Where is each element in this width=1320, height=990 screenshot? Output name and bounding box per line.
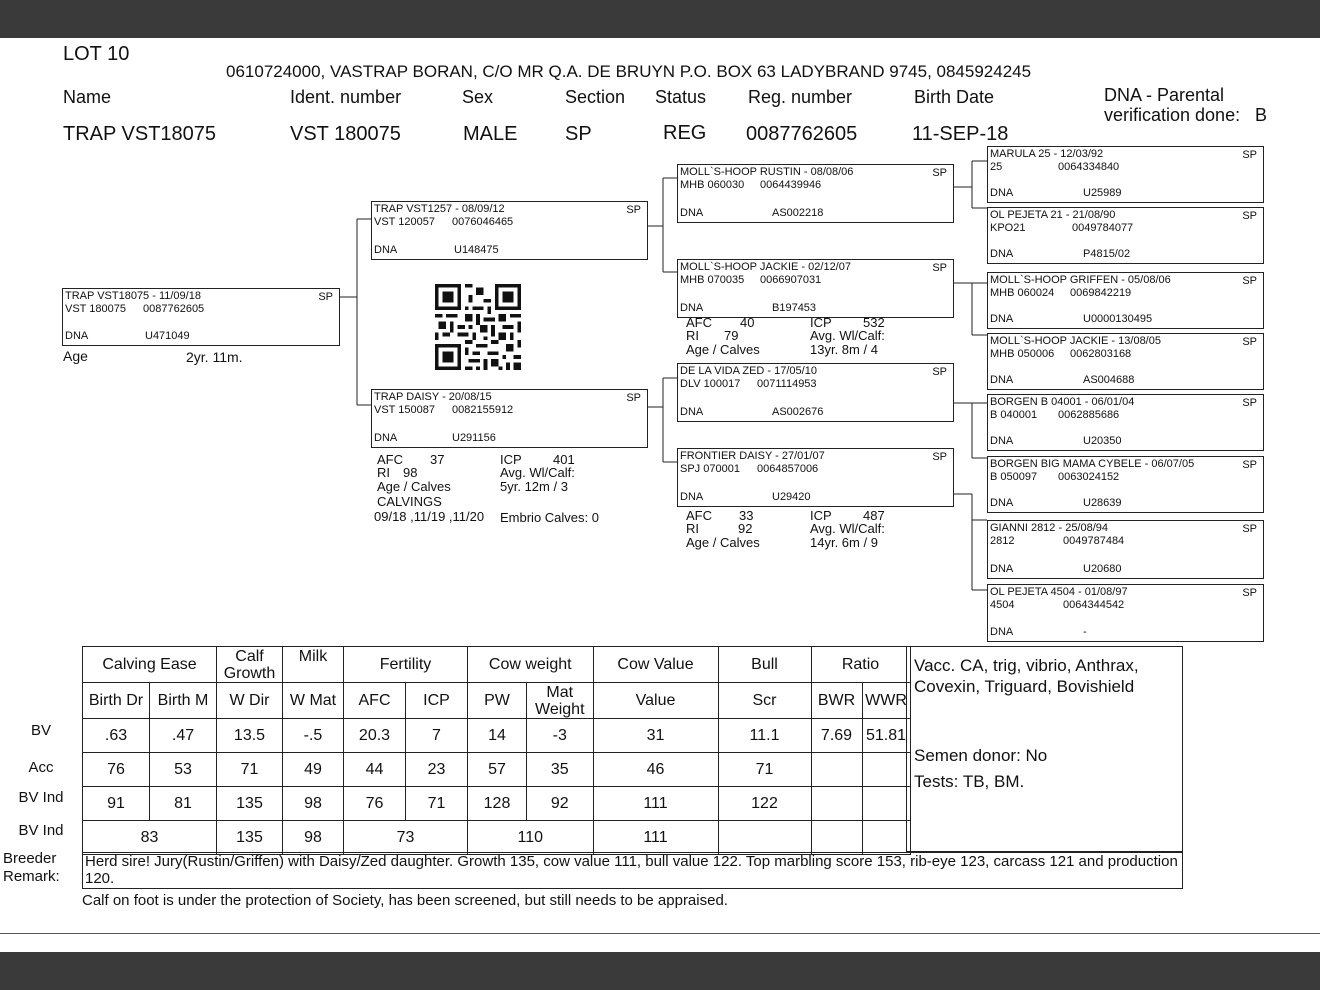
acc-cell: 57 — [468, 753, 527, 787]
g3-reg: 0062885686 — [1058, 409, 1120, 421]
bvind2-cell — [718, 821, 811, 855]
table-row — [83, 719, 911, 753]
g3-id: B 040001 — [990, 409, 1038, 421]
group-bull: Bull — [718, 647, 811, 683]
sd-section: SP — [932, 262, 947, 274]
bv-cell: 20.3 — [344, 719, 406, 753]
dd-afc: 33 — [739, 508, 754, 523]
g3-id: MHB 050006 — [990, 348, 1055, 360]
sd-id: MHB 070035 — [680, 274, 745, 286]
sub-scr: Scr — [718, 683, 811, 719]
dd-dna-label: DNA — [680, 491, 704, 503]
g3-dna-label: DNA — [990, 626, 1014, 638]
sd-dna: B197453 — [772, 302, 817, 314]
bv-cell: 11.1 — [718, 719, 811, 753]
header-status: Status — [655, 87, 707, 107]
subject-dna: U471049 — [145, 330, 190, 342]
age-label: Age — [63, 348, 88, 364]
g3-id: 25 — [990, 161, 1003, 173]
bv-table — [82, 646, 911, 855]
tests-text: Tests: TB, BM. — [914, 772, 1025, 791]
acc-cell: 23 — [406, 753, 468, 787]
dam-reg: 0082155912 — [452, 404, 514, 416]
footer-note: Calf on foot is under the protection of Society, has been screened, but still needs to be appraised. — [82, 892, 728, 909]
g3-reg: 0049787484 — [1063, 535, 1125, 547]
health-panel — [906, 646, 1183, 852]
bvind2-cell: 110 — [468, 821, 594, 855]
sub-wwr: WWR — [862, 683, 910, 719]
header-birth: Birth Date — [914, 87, 995, 107]
dd-ri-label: RI — [686, 521, 699, 536]
g3-id: MHB 060024 — [990, 287, 1055, 299]
pedigree-g3-2 — [987, 207, 1264, 264]
breeder-remark: Herd sire! Jury(Rustin/Griffen) with Daisy/Zed daughter. Growth 135, cow value 111, bull value 122. Top marbling score 153, rib-eye 123, carcass 121 and production 120. — [82, 852, 1183, 889]
g3-section: SP — [1242, 459, 1257, 471]
g3-reg: 0049784077 — [1072, 222, 1134, 234]
subject-dna-label: DNA — [65, 330, 89, 342]
bvind-cell: 98 — [283, 787, 344, 821]
bvind-cell — [862, 787, 910, 821]
sub-mat-weight: Mat Weight — [527, 683, 594, 719]
g3-dna-label: DNA — [990, 435, 1014, 447]
bvind-cell: 111 — [593, 787, 718, 821]
bvind2-cell: 111 — [593, 821, 718, 855]
header-section: Section — [565, 87, 626, 107]
subject-title: TRAP VST18075 - 11/09/18 — [65, 290, 201, 302]
pedigree-g3-3 — [987, 272, 1264, 329]
bv-cell: 7 — [406, 719, 468, 753]
g3-title: GIANNI 2812 - 25/08/94 — [990, 522, 1109, 534]
g3-dna-label: DNA — [990, 248, 1014, 260]
bv-cell: 13.5 — [217, 719, 283, 753]
sd-avg-label: Avg. Wl/Calf: — [810, 328, 885, 343]
acc-cell: 71 — [718, 753, 811, 787]
ds-reg: 0071114953 — [757, 378, 817, 390]
animal-status: REG — [663, 122, 707, 144]
g3-dna: - — [1083, 626, 1087, 638]
bvind-cell: 81 — [150, 787, 217, 821]
pedigree-sire-dam — [677, 259, 954, 318]
header-ident: Ident. number — [290, 87, 402, 107]
dam-age-calves: 5yr. 12m / 3 — [500, 479, 568, 494]
ss-reg: 0064439946 — [760, 179, 822, 191]
acc-cell — [862, 753, 910, 787]
g3-dna: U20680 — [1083, 563, 1122, 575]
sd-afc: 40 — [740, 315, 755, 330]
bvind-cell — [811, 787, 862, 821]
sub-afc: AFC — [344, 683, 406, 719]
g3-section: SP — [1242, 336, 1257, 348]
dd-ri: 92 — [738, 521, 753, 536]
g3-dna: P4815/02 — [1083, 248, 1131, 260]
g3-section: SP — [1242, 210, 1257, 222]
sub-icp: ICP — [406, 683, 468, 719]
subject-section: SP — [318, 291, 333, 303]
subject-reg: 0087762605 — [143, 303, 205, 315]
g3-dna-label: DNA — [990, 497, 1014, 509]
g3-dna: U28639 — [1083, 497, 1122, 509]
bv-cell: 51.81 — [862, 719, 910, 753]
group-fertility: Fertility — [344, 647, 468, 683]
ss-title: MOLL`S-HOOP RUSTIN - 08/08/06 — [680, 166, 854, 178]
bv-cell: 7.69 — [811, 719, 862, 753]
sd-age-calves: 13yr. 8m / 4 — [810, 342, 878, 357]
dam-age-calves-label: Age / Calves — [377, 479, 451, 494]
dam-icp: 401 — [553, 452, 575, 467]
g3-title: BORGEN BIG MAMA CYBELE - 06/07/05 — [990, 458, 1195, 470]
animal-name: TRAP VST18075 — [63, 123, 217, 145]
table-row — [83, 753, 911, 787]
g3-section: SP — [1242, 587, 1257, 599]
g3-reg: 0063024152 — [1058, 471, 1120, 483]
group-ratio: Ratio — [811, 647, 910, 683]
acc-cell: 44 — [344, 753, 406, 787]
dam-icp-label: ICP — [500, 452, 522, 467]
lot-number: LOT 10 — [63, 43, 130, 65]
ds-id: DLV 100017 — [680, 378, 741, 390]
pedigree-sire — [371, 201, 648, 260]
g3-section: SP — [1242, 397, 1257, 409]
g3-section: SP — [1242, 523, 1257, 535]
dam-avg-label: Avg. Wl/Calf: — [500, 465, 575, 480]
dd-id: SPJ 070001 — [680, 463, 740, 475]
ss-id: MHB 060030 — [680, 179, 745, 191]
dd-icp: 487 — [863, 508, 885, 523]
g3-section: SP — [1242, 275, 1257, 287]
g3-section: SP — [1242, 149, 1257, 161]
sire-id: VST 120057 — [374, 216, 435, 228]
bvind2-cell: 135 — [217, 821, 283, 855]
bv-cell: -3 — [527, 719, 594, 753]
dam-section: SP — [626, 392, 641, 404]
pedigree-g3-8 — [987, 584, 1264, 642]
dd-section: SP — [932, 451, 947, 463]
animal-birth: 11-SEP-18 — [912, 123, 1009, 145]
sub-pw: PW — [468, 683, 527, 719]
header-dna-1: DNA - Parental — [1104, 85, 1225, 105]
dam-stats — [374, 452, 647, 528]
sub-w-mat: W Mat — [283, 683, 344, 719]
g3-title: BORGEN B 04001 - 06/01/04 — [990, 396, 1135, 408]
g3-dna-label: DNA — [990, 313, 1014, 325]
g3-reg: 0064344542 — [1063, 599, 1125, 611]
bvind-cell: 91 — [83, 787, 150, 821]
acc-cell — [811, 753, 862, 787]
group-calving-ease: Calving Ease — [83, 647, 217, 683]
ss-dna: AS002218 — [772, 207, 824, 219]
acc-cell: 71 — [217, 753, 283, 787]
g3-reg: 0062803168 — [1070, 348, 1132, 360]
bvind2-cell: 98 — [283, 821, 344, 855]
group-cow-value: Cow Value — [593, 647, 718, 683]
dna-done-value: B — [1255, 105, 1268, 125]
group-calf-growth: Calf Growth — [217, 647, 283, 683]
dd-age-calves-label: Age / Calves — [686, 535, 760, 550]
qr-code-icon — [432, 284, 524, 370]
pedigree-dam-dam — [677, 448, 954, 507]
ds-section: SP — [932, 366, 947, 378]
g3-title: OL PEJETA 21 - 21/08/90 — [990, 209, 1116, 221]
dd-afc-label: AFC — [686, 508, 712, 523]
semen-donor-text: Semen donor: No — [914, 746, 1048, 765]
bv-cell: .63 — [83, 719, 150, 753]
g3-dna: U0000130495 — [1083, 313, 1153, 325]
g3-dna-label: DNA — [990, 187, 1014, 199]
g3-title: MOLL`S-HOOP JACKIE - 13/08/05 — [990, 335, 1161, 347]
pedigree-g3-7 — [987, 520, 1264, 579]
sub-birth-dr: Birth Dr — [83, 683, 150, 719]
ds-title: DE LA VIDA ZED - 17/05/10 — [680, 365, 817, 377]
sd-stats — [686, 316, 946, 360]
g3-title: MOLL`S-HOOP GRIFFEN - 05/08/06 — [990, 274, 1171, 286]
dam-calvings-label: CALVINGS — [377, 494, 442, 509]
sd-title: MOLL`S-HOOP JACKIE - 02/12/07 — [680, 261, 851, 273]
bvind2-cell — [811, 821, 862, 855]
sd-icp: 532 — [863, 315, 885, 330]
dd-reg: 0064857006 — [757, 463, 819, 475]
acc-cell: 53 — [150, 753, 217, 787]
row-label-bv: BV — [30, 722, 51, 739]
age-value: 2yr. 11m. — [186, 349, 243, 365]
g3-dna-label: DNA — [990, 374, 1014, 386]
dam-title: TRAP DAISY - 20/08/15 — [374, 391, 492, 403]
sub-bwr: BWR — [811, 683, 862, 719]
g3-dna: U20350 — [1083, 435, 1122, 447]
breeder-info: 0610724000, VASTRAP BORAN, C/O MR Q.A. DE BRUYN P.O. BOX 63 LADYBRAND 9745, 0845924245 — [226, 62, 1032, 81]
dam-dna-label: DNA — [374, 432, 398, 444]
sire-reg: 0076046465 — [452, 216, 514, 228]
g3-id: KPO21 — [990, 222, 1026, 234]
bv-cell: 14 — [468, 719, 527, 753]
dd-title: FRONTIER DAISY - 27/01/07 — [680, 450, 825, 462]
sd-age-calves-label: Age / Calves — [686, 342, 760, 357]
animal-reg: 0087762605 — [746, 123, 858, 145]
remark-label-2: Remark: — [3, 868, 60, 885]
vaccination-text: Vacc. CA, trig, vibrio, Anthrax, Covexin, Triguard, Bovishield — [914, 656, 1139, 696]
g3-id: B 050097 — [990, 471, 1038, 483]
pedigree-g3-6 — [987, 456, 1264, 513]
dam-ri-label: RI — [377, 465, 390, 480]
bvind-cell: 71 — [406, 787, 468, 821]
pedigree-g3-1 — [987, 146, 1264, 203]
header-name: Name — [63, 87, 112, 107]
g3-title: MARULA 25 - 12/03/92 — [990, 148, 1104, 160]
sire-dna: U148475 — [454, 244, 499, 256]
ds-dna: AS002676 — [772, 406, 824, 418]
dam-afc-label: AFC — [377, 452, 403, 467]
acc-cell: 35 — [527, 753, 594, 787]
g3-reg: 0069842219 — [1070, 287, 1132, 299]
group-cow-weight: Cow weight — [468, 647, 594, 683]
dam-id: VST 150087 — [374, 404, 435, 416]
acc-cell: 49 — [283, 753, 344, 787]
bvind-cell: 135 — [217, 787, 283, 821]
sd-dna-label: DNA — [680, 302, 704, 314]
bv-cell: 31 — [593, 719, 718, 753]
sd-ri-label: RI — [686, 328, 699, 343]
pedigree-sire-sire — [677, 164, 954, 223]
remark-label-1: Breeder — [3, 850, 57, 867]
row-label-acc: Acc — [28, 759, 54, 776]
sire-title: TRAP VST1257 - 08/09/12 — [374, 203, 505, 215]
sd-reg: 0066907031 — [760, 274, 822, 286]
g3-title: OL PEJETA 4504 - 01/08/97 — [990, 586, 1128, 598]
dd-avg-label: Avg. Wl/Calf: — [810, 521, 885, 536]
dd-age-calves: 14yr. 6m / 9 — [810, 535, 878, 550]
row-label-bvind: BV Ind — [18, 789, 64, 806]
bvind2-cell: 73 — [344, 821, 468, 855]
subject-id: VST 180075 — [65, 303, 126, 315]
pedigree-dam — [371, 389, 648, 448]
bv-cell: -.5 — [283, 719, 344, 753]
bvind-cell: 92 — [527, 787, 594, 821]
header-reg: Reg. number — [748, 87, 853, 107]
pedigree-dam-sire — [677, 363, 954, 422]
dam-dna: U291156 — [452, 432, 496, 444]
pedigree-g3-4 — [987, 333, 1264, 390]
bvind-cell: 76 — [344, 787, 406, 821]
dam-embrio: Embrio Calves: 0 — [500, 510, 599, 525]
animal-sex: MALE — [463, 123, 518, 145]
sd-icp-label: ICP — [810, 315, 832, 330]
table-row — [83, 821, 911, 855]
bvind2-cell: 83 — [83, 821, 217, 855]
g3-id: 2812 — [990, 535, 1015, 547]
pedigree-subject — [62, 288, 340, 346]
ss-dna-label: DNA — [680, 207, 704, 219]
g3-id: 4504 — [990, 599, 1015, 611]
sub-birth-m: Birth M — [150, 683, 217, 719]
sd-afc-label: AFC — [686, 315, 712, 330]
sire-dna-label: DNA — [374, 244, 398, 256]
sd-ri: 79 — [724, 328, 739, 343]
acc-cell: 46 — [593, 753, 718, 787]
dd-stats — [686, 509, 946, 553]
header-dna-2: verification done: — [1104, 105, 1241, 125]
ss-section: SP — [932, 167, 947, 179]
dam-afc: 37 — [430, 452, 445, 467]
g3-dna: AS004688 — [1083, 374, 1135, 386]
group-milk: Milk — [283, 647, 344, 683]
g3-reg: 0064334840 — [1058, 161, 1120, 173]
sub-value: Value — [593, 683, 718, 719]
row-label-bvind-2: BV Ind — [18, 822, 64, 839]
animal-section: SP — [565, 123, 592, 145]
g3-dna-label: DNA — [990, 563, 1014, 575]
sub-w-dir: W Dir — [217, 683, 283, 719]
ds-dna-label: DNA — [680, 406, 704, 418]
table-row — [83, 787, 911, 821]
bvind-cell: 122 — [718, 787, 811, 821]
header-sex: Sex — [462, 87, 494, 107]
acc-cell: 76 — [83, 753, 150, 787]
dam-calvings: 09/18 ,11/19 ,11/20 — [374, 509, 485, 524]
g3-dna: U25989 — [1083, 187, 1122, 199]
sire-section: SP — [626, 204, 641, 216]
animal-ident: VST 180075 — [290, 123, 401, 145]
bvind-cell: 128 — [468, 787, 527, 821]
bv-cell: .47 — [150, 719, 217, 753]
pedigree-g3-5 — [987, 394, 1264, 451]
bvind2-cell — [862, 821, 910, 855]
dd-icp-label: ICP — [810, 508, 832, 523]
dam-ri: 98 — [403, 465, 418, 480]
dd-dna: U29420 — [772, 491, 811, 503]
